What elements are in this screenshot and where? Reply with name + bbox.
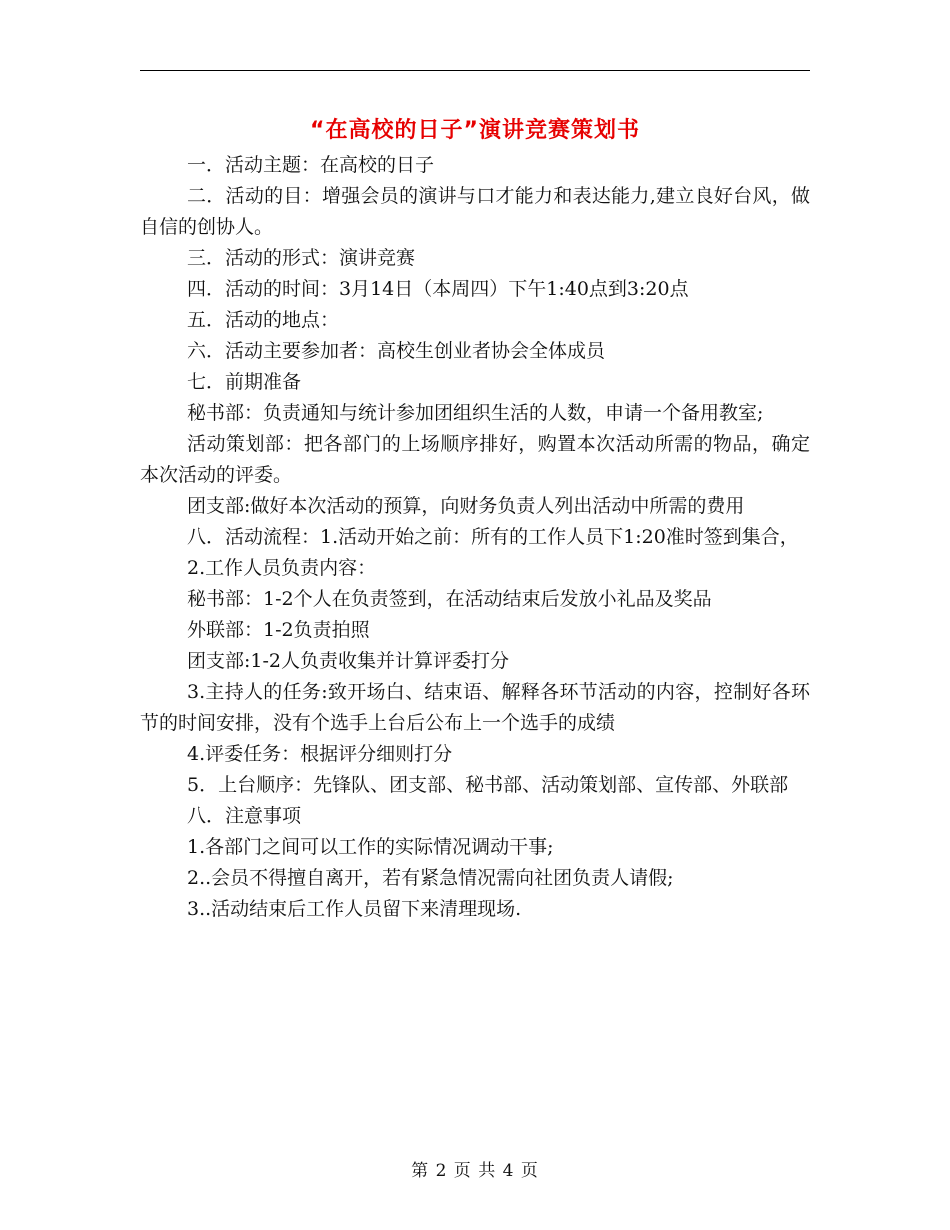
paragraph-league-branch-duty: 团支部:1-2人负责收集并计算评委打分 — [187, 650, 509, 672]
paragraph-liaison-duty: 外联部：1-2负责拍照 — [187, 619, 370, 641]
paragraph-format: 三．活动的形式：演讲竞赛 — [187, 247, 416, 269]
paragraph-purpose: 二．活动的目：增强会员的演讲与口才能力和表达能力,建立良好台风，做自信的创协人。 — [140, 185, 810, 238]
paragraph-stage-order: 5．上台顺序：先锋队、团支部、秘书部、活动策划部、宣传部、外联部 — [187, 774, 789, 796]
paragraph-notes-heading: 八．注意事项 — [187, 805, 302, 827]
paragraph-theme: 一．活动主题：在高校的日子 — [187, 154, 435, 176]
paragraph-note-1: 1.各部门之间可以工作的实际情况调动干事; — [187, 836, 554, 858]
paragraph-secretariat-duty: 秘书部：1-2个人在负责签到，在活动结束后发放小礼品及奖品 — [187, 588, 712, 610]
paragraph-host-tasks: 3.主持人的任务:致开场白、结束语、解释各环节活动的内容，控制好各环节的时间安排，没有个选手上台后公布上一个选手的成绩 — [140, 681, 810, 734]
paragraph-note-2: 2..会员不得擅自离开，若有紧急情况需向社团负责人请假; — [187, 867, 674, 889]
paragraph-judge-tasks: 4.评委任务：根据评分细则打分 — [187, 743, 453, 765]
paragraph-planning-prep: 活动策划部：把各部门的上场顺序排好，购置本次活动所需的物品，确定本次活动的评委。 — [140, 433, 810, 486]
paragraph-preparation-heading: 七．前期准备 — [187, 371, 302, 393]
paragraph-participants: 六．活动主要参加者：高校生创业者协会全体成员 — [187, 340, 606, 362]
paragraph-secretariat-prep: 秘书部：负责通知与统计参加团组织生活的人数，申请一个备用教室; — [187, 402, 764, 424]
document-title: “在高校的日子”演讲竞赛策划书 — [310, 118, 640, 143]
paragraph-time: 四．活动的时间：3月14日（本周四）下午1:40点到3:20点 — [187, 278, 689, 300]
page-footer: 第 2 页 共 4 页 — [411, 1161, 539, 1181]
document-body — [140, 150, 810, 925]
paragraph-process: 八．活动流程：1.活动开始之前：所有的工作人员下1:20准时签到集合， — [187, 526, 799, 548]
paragraph-note-3: 3..活动结束后工作人员留下来清理现场. — [187, 898, 522, 920]
paragraph-league-branch-prep: 团支部:做好本次活动的预算，向财务负责人列出活动中所需的费用 — [187, 495, 745, 517]
paragraph-staff-duties: 2.工作人员负责内容： — [187, 557, 377, 579]
header-rule — [140, 70, 810, 71]
paragraph-location: 五．活动的地点： — [187, 309, 340, 331]
